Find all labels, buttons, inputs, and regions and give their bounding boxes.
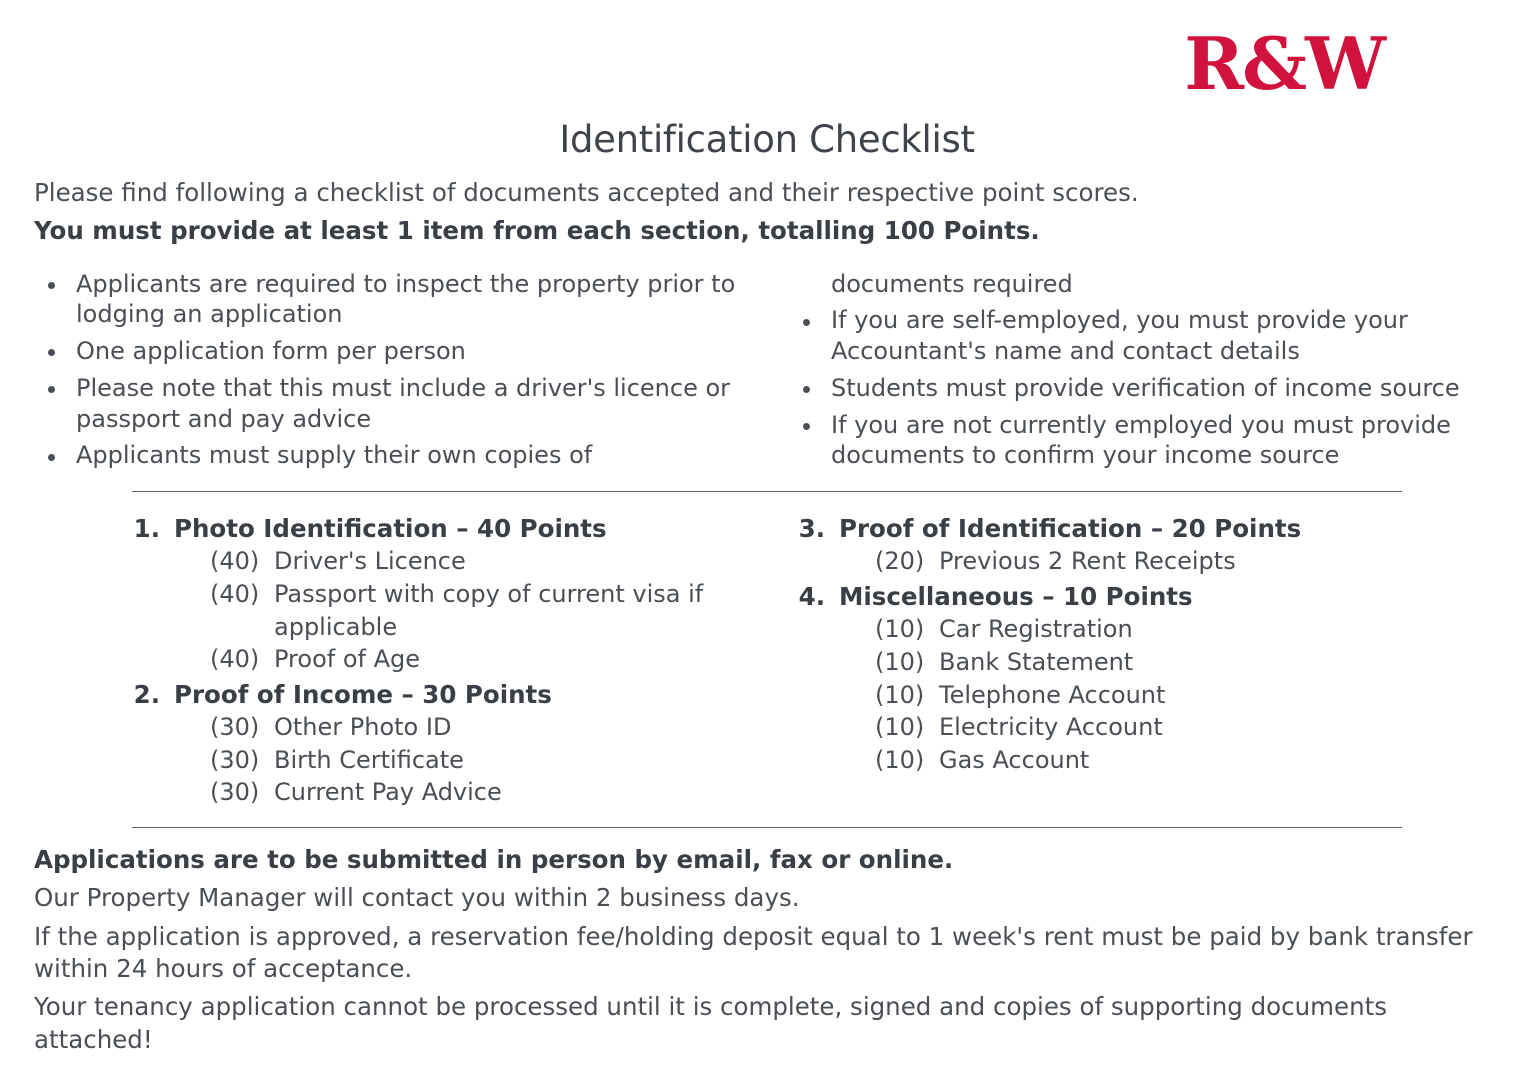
section-miscellaneous	[797, 580, 1402, 776]
list-item	[132, 578, 737, 643]
intro-line-2: You must provide at least 1 item from each section, totalling 100 Points.	[34, 216, 1040, 246]
points-sections	[34, 512, 1500, 811]
bullet-dot-icon	[803, 386, 810, 393]
list-item-continuation	[789, 269, 1500, 300]
note-text: One application form per person	[76, 337, 466, 366]
item-label: Electricity Account	[939, 713, 1163, 742]
divider-top	[132, 491, 1402, 492]
note-text: documents required	[831, 269, 1073, 298]
section-heading	[132, 512, 737, 545]
list-item	[797, 646, 1402, 679]
list-item	[34, 373, 745, 434]
item-label: Car Registration	[939, 615, 1133, 644]
section-title: Photo Identification – 40 Points	[174, 514, 607, 544]
divider-bottom	[132, 827, 1402, 828]
list-item	[34, 336, 745, 367]
item-points: (40)	[210, 579, 260, 608]
list-item	[789, 410, 1500, 471]
footer-line-4: Your tenancy application cannot be processed until it is complete, signed and copies of supporting documents attached!	[34, 992, 1387, 1054]
item-points: (40)	[210, 547, 260, 576]
list-item	[797, 613, 1402, 646]
list-item	[797, 545, 1402, 578]
item-points: (10)	[875, 615, 925, 644]
bullet-dot-icon	[48, 349, 55, 356]
note-text: If you are self-employed, you must provide your Accountant's name and contact details	[831, 306, 1408, 366]
item-points: (30)	[210, 778, 260, 807]
notes-right-list	[789, 269, 1500, 471]
notes-columns	[34, 269, 1500, 477]
notes-left-list	[34, 269, 745, 471]
note-text: Applicants are required to inspect the property prior to lodging an application	[76, 269, 736, 329]
list-item	[789, 305, 1500, 366]
item-points: (30)	[210, 745, 260, 774]
item-points: (10)	[875, 745, 925, 774]
item-points: (40)	[210, 645, 260, 674]
footer-line-2: Our Property Manager will contact you within 2 business days.	[34, 883, 800, 913]
section-number: 1.	[133, 514, 160, 544]
section-heading	[132, 678, 737, 711]
bullet-dot-icon	[48, 454, 55, 461]
item-label: Current Pay Advice	[274, 778, 502, 807]
item-label: Passport with copy of current visa if applicable	[274, 579, 704, 641]
section-number: 2.	[133, 679, 160, 709]
item-points: (20)	[875, 547, 925, 576]
item-label: Bank Statement	[939, 647, 1134, 676]
list-item	[34, 440, 745, 471]
item-label: Other Photo ID	[274, 713, 452, 742]
footer-line-3: If the application is approved, a reservation fee/holding deposit equal to 1 week's rent must be paid by bank transfer within 24 hours of acceptance.	[34, 921, 1473, 984]
notes-left-column	[34, 269, 745, 477]
list-item	[34, 269, 745, 330]
section-photo-identification	[132, 512, 737, 676]
section-heading	[797, 512, 1402, 545]
intro-line-1: Please find following a checklist of documents accepted and their respective point scores.	[34, 178, 1139, 207]
section-proof-of-identification	[797, 512, 1402, 578]
bullet-dot-icon	[803, 319, 810, 326]
section-title: Proof of Identification – 20 Points	[839, 514, 1302, 544]
bullet-dot-icon	[48, 386, 55, 393]
item-points: (10)	[875, 647, 925, 676]
bullet-dot-icon	[48, 282, 55, 289]
list-item	[132, 744, 737, 777]
item-label: Driver's Licence	[274, 547, 466, 576]
list-item	[132, 643, 737, 676]
notes-right-column	[789, 269, 1500, 477]
section-title: Miscellaneous – 10 Points	[839, 581, 1193, 611]
list-item	[132, 776, 737, 809]
section-number: 4.	[798, 581, 825, 611]
list-item	[789, 373, 1500, 404]
note-text: If you are not currently employed you must provide documents to confirm your income source	[831, 410, 1451, 470]
item-points: (30)	[210, 713, 260, 742]
item-label: Previous 2 Rent Receipts	[939, 547, 1236, 576]
intro-block	[34, 177, 1500, 247]
item-label: Telephone Account	[939, 680, 1166, 709]
rw-logo: R&W	[1184, 21, 1384, 106]
item-label: Proof of Age	[274, 645, 421, 674]
item-label: Gas Account	[939, 745, 1090, 774]
section-proof-of-income	[132, 678, 737, 809]
footer-line-1: Applications are to be submitted in person by email, fax or online.	[34, 845, 954, 875]
sections-left-column	[132, 512, 737, 811]
list-item	[132, 711, 737, 744]
note-text: Applicants must supply their own copies of	[76, 441, 593, 470]
note-text: Please note that this must include a driver's licence or passport and pay advice	[76, 373, 731, 433]
item-label: Birth Certificate	[274, 745, 464, 774]
item-points: (10)	[875, 680, 925, 709]
section-heading	[797, 580, 1402, 613]
list-item	[797, 679, 1402, 712]
list-item	[797, 744, 1402, 777]
section-number: 3.	[798, 514, 825, 544]
section-title: Proof of Income – 30 Points	[174, 679, 552, 709]
page-title: Identification Checklist	[559, 118, 975, 161]
bullet-dot-icon	[803, 423, 810, 430]
list-item	[132, 545, 737, 578]
list-item	[797, 711, 1402, 744]
item-points: (10)	[875, 713, 925, 742]
note-text: Students must provide verification of income source	[831, 373, 1460, 402]
sections-right-column	[797, 512, 1402, 811]
footer-block	[34, 844, 1500, 1056]
